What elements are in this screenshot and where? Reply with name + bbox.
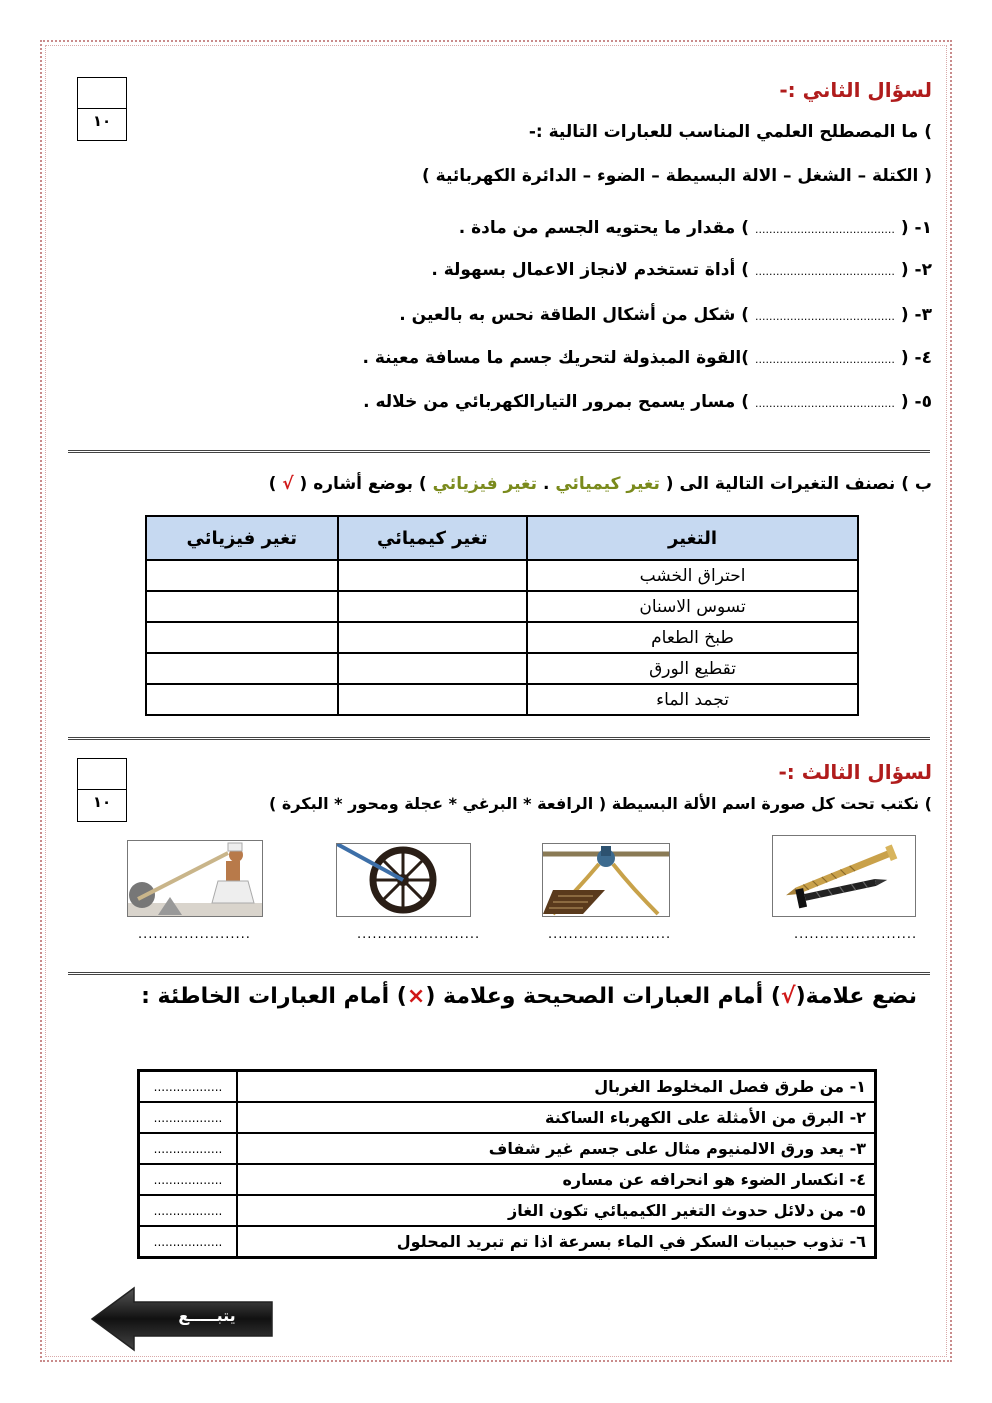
q2-item <box>459 218 932 238</box>
q2-item-number: ١- ( <box>900 218 932 238</box>
tf-statement: ٣- يعد ورق الالمنيوم مثال على جسم غير شفاف <box>237 1133 876 1164</box>
physical-cell[interactable] <box>146 560 338 591</box>
next-page-arrow[interactable] <box>90 1286 274 1356</box>
part-b-option-physical: تغير فيزيائي <box>432 474 538 494</box>
tf-row <box>139 1102 876 1133</box>
part-b-dot: . <box>537 474 556 494</box>
q2-item-blank[interactable]: ........................................ <box>754 397 895 410</box>
change-name: تقطيع الورق <box>527 653 858 684</box>
q2-part-a-intro: ) ما المصطلح العلمي المناسب للعبارات التالية :- <box>528 122 932 142</box>
tf-statement: ٥- من دلائل حدوث التغير الكيميائي تكون الغاز <box>237 1195 876 1226</box>
tf-title <box>141 984 917 1009</box>
chemical-cell[interactable] <box>338 653 528 684</box>
header-change: التغير <box>527 516 858 560</box>
table-row <box>146 622 858 653</box>
q2-item-text: ) شكل من أشكال الطاقة نحس به بالعين . <box>399 305 749 325</box>
chemical-cell[interactable] <box>338 560 528 591</box>
tf-check-mark: √ <box>780 984 796 1009</box>
q2-item-number: ٣- ( <box>900 305 932 325</box>
header-chemical: تغير كيميائي <box>338 516 528 560</box>
changes-table <box>145 515 859 716</box>
tf-answer-blank[interactable]: .................. <box>139 1226 238 1258</box>
change-name: احتراق الخشب <box>527 560 858 591</box>
q2-item-text: ) أداة تستخدم لانجاز الاعمال بسهولة . <box>431 260 749 280</box>
q3-title: لسؤال الثالث :- <box>778 760 932 784</box>
physical-cell[interactable] <box>146 622 338 653</box>
physical-cell[interactable] <box>146 653 338 684</box>
chemical-cell[interactable] <box>338 622 528 653</box>
q2-part-b-intro <box>269 474 932 494</box>
q2-item-blank[interactable]: ........................................ <box>754 353 895 366</box>
part-b-prefix: ب ) نصنف التغيرات التالية الى ( <box>665 474 932 494</box>
tf-title-c: ) أمام العبارات الخاطئة : <box>141 984 407 1009</box>
tf-statement: ٢- البرق من الأمثلة على الكهرباء الساكنة <box>237 1102 876 1133</box>
table-row <box>146 560 858 591</box>
part-b-close: ) <box>268 474 277 494</box>
tf-row <box>139 1195 876 1226</box>
q2-item-text: ) مسار يسمح بمرور التيارالكهربائي من خلاله . <box>363 392 749 412</box>
tf-statement: ٦- تذوب حبيبات السكر في الماء بسرعة اذا تم تبريد المحلول <box>237 1226 876 1258</box>
q2-terms-list: ( الكتلة – الشغل – الالة البسيطة – الضوء – الدائرة الكهربائية ) <box>421 166 932 186</box>
lever-image <box>127 840 263 917</box>
tf-row <box>139 1226 876 1258</box>
blank-lever[interactable]: ...................... <box>138 927 251 942</box>
section-divider <box>68 737 930 740</box>
tf-row <box>139 1164 876 1195</box>
check-mark: √ <box>282 474 294 494</box>
q2-item-blank[interactable]: ........................................ <box>754 310 895 323</box>
table-row <box>146 653 858 684</box>
q2-title: لسؤال الثاني :- <box>779 78 932 102</box>
q2-item <box>399 305 932 325</box>
tf-answer-blank[interactable]: .................. <box>139 1195 238 1226</box>
chemical-cell[interactable] <box>338 591 528 622</box>
blank-screw[interactable]: ........................ <box>794 927 918 942</box>
pulley-image <box>542 843 670 917</box>
tf-row <box>139 1133 876 1164</box>
part-b-suffix: ) بوضع أشاره ( <box>299 474 427 494</box>
wheel-axle-image <box>336 843 471 917</box>
q2-item <box>362 348 932 368</box>
q2-item-text: )القوة المبذولة لتحريك جسم ما مسافة معينة . <box>362 348 749 368</box>
change-name: تسوس الاسنان <box>527 591 858 622</box>
true-false-table <box>137 1069 877 1259</box>
tf-title-a: نضع علامة( <box>795 984 917 1009</box>
change-name: تجمد الماء <box>527 684 858 715</box>
tf-title-b: ) أمام العبارات الصحيحة وعلامة ( <box>425 984 781 1009</box>
q2-item <box>431 260 932 280</box>
q2-item-number: ٢- ( <box>900 260 932 280</box>
q3-intro: ) نكتب تحت كل صورة اسم الألة البسيطة ( الرافعة * البرغي * عجلة ومحور * البكرة ) <box>268 794 932 813</box>
q2-score: ١٠ <box>92 112 112 130</box>
tf-row <box>139 1071 876 1103</box>
part-b-option-chemical: تغير كيميائي <box>555 474 660 494</box>
tf-answer-blank[interactable]: .................. <box>139 1164 238 1195</box>
section-divider <box>68 972 930 975</box>
q2-item-blank[interactable]: ........................................ <box>754 265 895 278</box>
chemical-cell[interactable] <box>338 684 528 715</box>
blank-wheel-axle[interactable]: ........................ <box>357 927 481 942</box>
tf-cross-mark: × <box>406 984 426 1009</box>
q2-item <box>363 392 932 412</box>
section-divider <box>68 450 930 453</box>
q3-score-box <box>77 758 127 822</box>
q2-score-box <box>77 77 127 141</box>
q2-item-number: ٤- ( <box>900 348 932 368</box>
q2-item-number: ٥- ( <box>900 392 932 412</box>
tf-answer-blank[interactable]: .................. <box>139 1102 238 1133</box>
table-row <box>146 684 858 715</box>
q2-item-blank[interactable]: ........................................ <box>754 223 895 236</box>
physical-cell[interactable] <box>146 591 338 622</box>
table-row <box>146 591 858 622</box>
tf-answer-blank[interactable]: .................. <box>139 1133 238 1164</box>
tf-statement: ٤- انكسار الضوء هو انحرافه عن مساره <box>237 1164 876 1195</box>
next-label: يتبـــــع <box>178 1306 236 1325</box>
tf-answer-blank[interactable]: .................. <box>139 1071 238 1103</box>
header-physical: تغير فيزيائي <box>146 516 338 560</box>
blank-pulley[interactable]: ........................ <box>548 927 672 942</box>
q3-score: ١٠ <box>92 793 112 811</box>
screw-image <box>772 835 916 917</box>
change-name: طبخ الطعام <box>527 622 858 653</box>
tf-statement: ١- من طرق فصل المخلوط الغربال <box>237 1071 876 1103</box>
physical-cell[interactable] <box>146 684 338 715</box>
q2-item-text: ) مقدار ما يحتويه الجسم من مادة . <box>458 218 749 238</box>
